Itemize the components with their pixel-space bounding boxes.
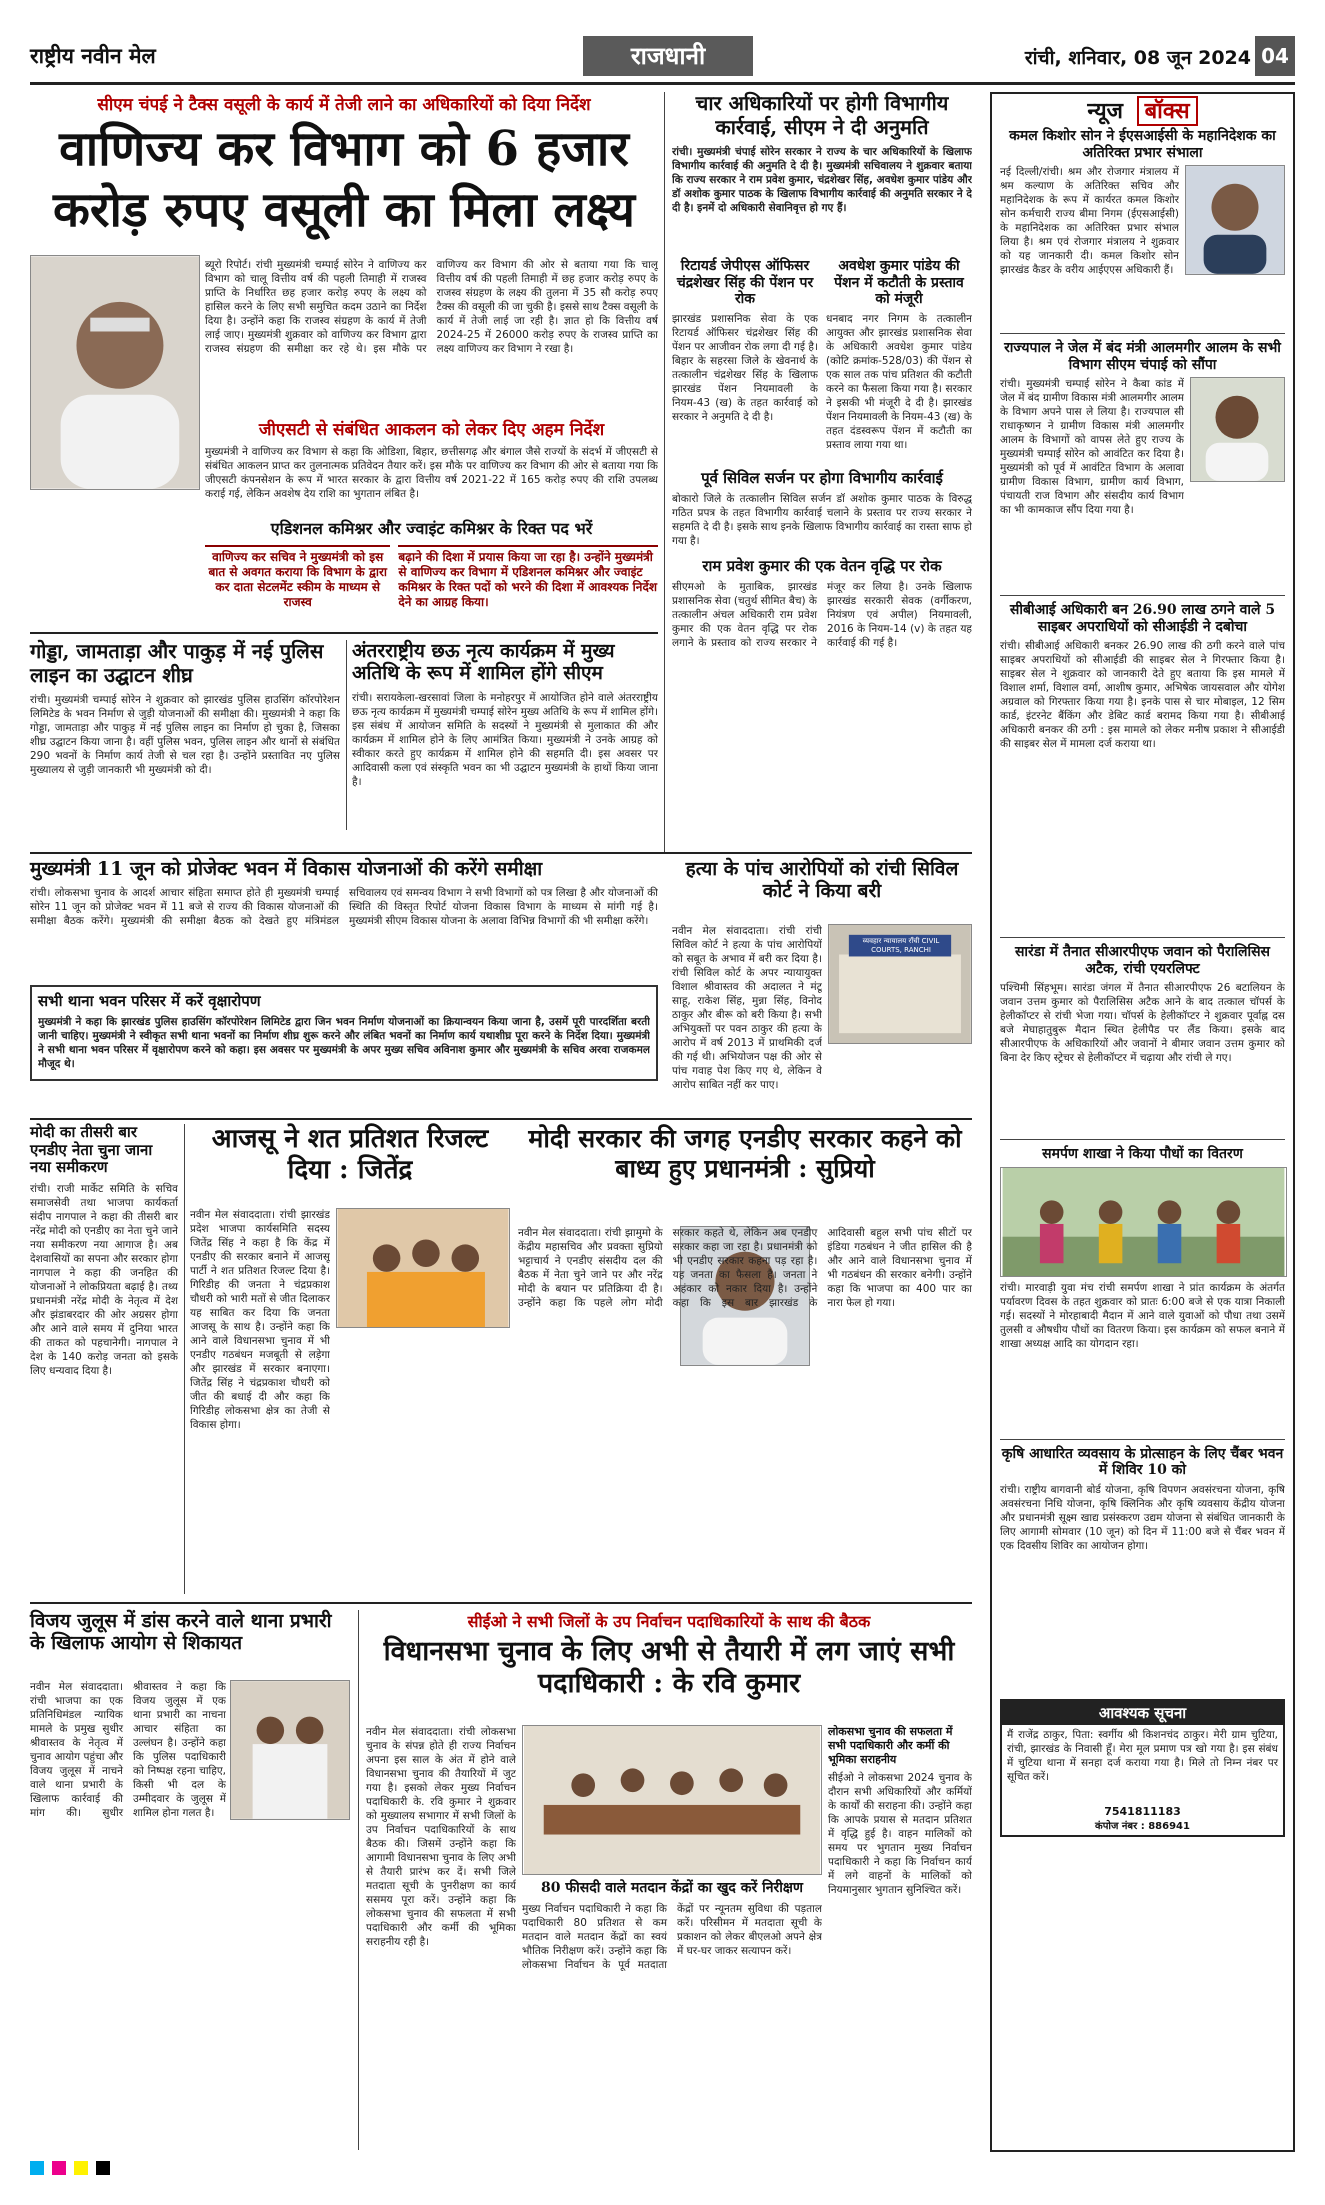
election-body: नवीन मेल संवाददाता। रांची लोकसभा चुनाव के संपन्न होते ही राज्य निर्वाचन अपना इस साल के अंत में होने वाले विधानसभा चुनाव की तैयारियों में जुट गया है। इसको लेकर मुख्य निर्वाचन पदाधिकारी के. रवि कुमार ने शुक्रवार को मुख्यालय सभागार में सभी जिलों के उप निर्वाचन पदाधिकारियों के साथ बैठक की। जिसमें उन्होंने कहा कि आगामी विधानसभा चुनाव के लिए अभी से तैयारी प्रारंभ कर दें। सभी जिले मतदाता सूची के पुनरीक्षण का कार्य ससमय पूरा करें। उन्होंने कहा कि लोकसभा चुनाव की सफलता में सभी पदाधिकारी और कर्मी की भूमिका सराहनीय रही है। (366, 1726, 516, 1948)
registration-bar (30, 2160, 1295, 2174)
sub-a-body: झारखंड प्रशासनिक सेवा के एक रिटायर्ड ऑफिसर चंद्रशेखर सिंह की पेंशन पर आजीवन रोक लगा दी गई है। बिहार के सहरसा जिले के खेवनार्थ के तत्कालीन चंद्रशेखर सिंह के खिलाफ झारखंड पेंशन नियमावली के नियम-43 (ख) के तहत कार्रवाई को सरकार ने अनुमति दे दी है। (672, 312, 818, 423)
magenta-swatch (52, 2161, 66, 2175)
news-box-title (992, 94, 1293, 128)
lead-quote-row (205, 545, 658, 627)
murder-body-col (672, 924, 822, 1134)
notice-phone: 7541811183 (1104, 1804, 1181, 1818)
alamgir-photo (1190, 377, 1285, 482)
nb-s6-body: रांची। राष्ट्रीय बागवानी बोर्ड योजना, कृषि विपणन अवसंरचना योजना, कृषि अवसंरचना निधि योजना, कृषि क्लिनिक और कृषि व्यवसाय केंद्रीय योजना और प्रधानमंत्री सूक्ष्म खाद्य प्रसंस्करण उद्यम योजना से संबंधित जानकारी के लिए आगामी सोमवार (10 जून) को दिन में 11:00 बजे से चैंबर भवन में एक दिवसीय शिविर का आयोजन होगा। (1000, 1483, 1285, 1552)
sub-c-headline: पूर्व सिविल सर्जन पर होगा विभागीय कार्रवाई (701, 469, 943, 487)
review-body: रांची। लोकसभा चुनाव के आदर्श आचार संहिता समाप्त होते ही मुख्यमंत्री चम्पाई सोरेन 11 जून को प्रोजेक्ट भवन में 11 बजे से राज्य की विकास योजनाओं की समीक्षा बैठक करेंगे। मुख्यमंत्री की समीक्षा बैठक को देखते हुए मंत्रिमंडल सचिवालय एवं समन्वय विभाग ने सभी विभागों को पत्र लिखा है और योजनाओं की स्थिति की विस्तृत रिपोर्ट योजना विकास विभाग के माध्यम से मांगी गई है। मुख्यमंत्री सीएम विकास योजना के अलावा विभिन्न विभागों की भी समीक्षा करेंगे। (30, 887, 658, 928)
civil-court-photo (828, 924, 972, 1044)
row-rule-4 (30, 1602, 972, 1604)
notice-body: मैं राजेंद्र ठाकुर, पिता: स्वर्गीय श्री किशनचंद ठाकुर। मेरी ग्राम चुटिया, रांची, झारखंड के निवासी हूँ। मेरा मूल प्रमाण पत्र खो गया है। इस संबंध में चुटिया थाना में सनहा दर्ज कराया गया है। मिले तो निम्न नंबर पर सूचित करें। (1007, 1728, 1278, 1783)
dept-action-story (672, 92, 972, 243)
sub-d-body: सीएमओ के मुताबिक, झारखंड प्रशासनिक सेवा (चतुर्थ सीमित बैच) के तत्कालीन अंचल अधिकारी राम प्रवेश कुमार की एक वेतन वृद्धि पर रोक लगाने के प्रस्ताव को राज्य सरकार ने मंजूर कर लिया है। उनके खिलाफ झारखंड सरकारी सेवक (वर्गीकरण, नियंत्रण एवं अपील) नियमावली, 2016 के नियम-14 (v) के तहत यह कार्रवाई की गई है। (672, 580, 972, 649)
election-body-2: मुख्य निर्वाचन पदाधिकारी ने कहा कि पदाधिकारी 80 प्रतिशत से कम मतदान वाले मतदान केंद्रों का स्वयं भौतिक निरीक्षण करें। उन्होंने कहा कि लोकसभा निर्वाचन के पूर्व मतदाता केंद्रों पर न्यूनतम सुविधा की पड़ताल करें। परिसीमन में मतदाता सूची के प्रकाशन को लेकर बीएलओ अपने क्षेत्र में घर-घर जाकर सत्यापन करें। (522, 1903, 822, 1971)
nb-s2-body: रांची। मुख्यमंत्री चम्पाई सोरेन ने कैबा कांड में जेल में बंद ग्रामीण विकास मंत्री आलमगीर आलम के विभाग अपने पास ले लिया है। राज्यपाल सी राधाकृष्णन ने ग्रामीण विकास मंत्री आलमगीर आलम के विभागों को वापस लेते हुए राज्य के मुख्यमंत्री चम्पाई सोरेन को आवंटित कर दिया है। मुख्यमंत्री को पूर्व में आवंटित विभाग के अलावा ग्रामीण विकास विभाग, ग्रामीण कार्य विभाग, पंचायती राज विभाग और संसदीय कार्य विभाग का भी कामकाज सौंप दिया गया है। (1000, 378, 1184, 517)
column-rule (664, 92, 665, 852)
news-box-title-b: बॉक्स (1137, 96, 1198, 126)
police-body: रांची। मुख्यमंत्री चम्पाई सोरेन ने शुक्रवार को झारखंड पुलिस हाउसिंग कॉरपोरेशन लिमिटेड के भवन निर्माण से जुड़ी योजनाओं की समीक्षा की। मुख्यमंत्री ने कहा कि गोड्डा, जामताड़ा और पाकुड़ में नई पुलिस लाइन का निर्माण हो चुका है, जिसका शीघ्र उद्घाटन किया जाना है। वहीं पुलिस भवन, पुलिस लाइन और थानों से संबंधित 290 भवनों के निर्माण कार्य तेजी से चल रहा है। उन्होंने प्रस्तावित नए पुलिस मुख्यालय से जुड़ी जानकारी भी मुख्यमंत्री को दी। (30, 694, 340, 777)
notice-head: आवश्यक सूचना (1002, 1701, 1283, 1725)
lead-quote-2: बढ़ाने की दिशा में प्रयास किया जा रहा है। उन्होंने मुख्यमंत्री से वाणिज्य कर विभाग में एडिशनल कमिश्नर और ज्वाइंट कमिश्नर के रिक्त पदों को भरने की दिशा में आवश्यक निर्देश देने का आग्रह किया। (398, 545, 658, 627)
lead-story (30, 92, 658, 238)
murder-story (672, 858, 972, 903)
ajsu-photo (336, 1208, 510, 1328)
tree-body: मुख्यमंत्री ने कहा कि झारखंड पुलिस हाउसिंग कॉरपोरेशन लिमिटेड द्वारा जिन भवन निर्माण योजनाओं का क्रियान्वयन किया जाना है, उसमें पूरी पारदर्शिता बरती जानी चाहिए। मुख्यमंत्री ने स्वीकृत सभी थाना भवनों का निर्माण शीघ्र शुरू करने और लंबित भवनों का निर्माण कार्य यथाशीघ्र पूरा करने के निर्देश दिया। मुख्यमंत्री ने सभी थाना भवन परिसर में वृक्षारोपण करने को कहा। इस अवसर पर मुख्यमंत्री के अपर मुख्य सचिव अविनाश कुमार और मुख्यमंत्री के सचिव अरवा राजकमल मौजूद थे। (38, 1015, 650, 1070)
news-box (990, 92, 1295, 2152)
nb-s4-headline: सारंडा में तैनात सीआरपीएफ जवान को पैरालिसिस अटैक, रांची एयरलिफ्ट (1000, 937, 1285, 977)
lead-sub1: जीएसटी से संबंधित आकलन को लेकर दिए अहम निर्देश (258, 420, 605, 440)
police-story (30, 640, 340, 825)
election-side-headline: लोकसभा चुनाव की सफलता में सभी पदाधिकारी और कर्मी की भूमिका सराहनीय (828, 1725, 953, 1766)
column-rule-2 (346, 640, 347, 830)
nb-s3-body: रांची। सीबीआई अधिकारी बनकर 26.90 लाख की ठगी करने वाले पांच साइबर अपराधियों को सीआईडी की साइबर सेल ने गिरफ्तार किया है। साइबर सेल ने शुक्रवार को जानकारी देते हुए बताया कि इस मामले में विशाल शर्मा, विशाल वर्मा, आशीष कुमार, अभिषेक जायसवाल और योगेश अग्रवाल को गिरफ्तार किया गया है। इनके पास से चार मोबाइल, 12 सिम कार्ड, इंटरनेट बैंकिंग और डेबिट कार्ड बरामद किया गया है। सीबीआई अधिकारी बनकर की ठगी : इस मामले को लेकर मनीष प्रकाश ने सीआईडी की साइबर सेल में मामला दर्ज कराया था। (1000, 640, 1285, 751)
lead-headline-1: वाणिज्य कर विभाग को 6 हजार (59, 121, 629, 177)
election-kicker: सीईओ ने सभी जिलों के उप निर्वाचन पदाधिकारियों के साथ की बैठक (467, 1612, 871, 1631)
dance-body: रांची। सरायकेला-खरसावां जिला के मनोहरपुर में आयोजित होने वाले अंतरराष्ट्रीय छऊ नृत्य कार्यक्रम में मुख्यमंत्री चम्पाई सोरेन मुख्य अतिथि के रूप में शामिल होंगे। इस संबंध में आयोजन समिति के सदस्यों ने मुख्यमंत्री से मुलाकात की और कार्यक्रम में शामिल होने के लिए आमंत्रित किया। मुख्यमंत्री ने उनके आग्रह को स्वीकार करते हुए कार्यक्रम में शामिल होने की सहमति दी। इस अवसर पर आदिवासी कला एवं संस्कृति भवन का भी उद्घाटन मुख्यमंत्री के हाथों किया जाना है। (352, 691, 658, 788)
nb-s2-headline: राज्यपाल ने जेल में बंद मंत्री आलमगीर आलम के सभी विभाग सीएम चंपाई को सौंपा (1000, 333, 1285, 373)
sub-b-body: धनबाद नगर निगम के तत्कालीन आयुक्त और झारखंड प्रशासनिक सेवा के अधिकारी अवधेश कुमार पांडेय (कोटि क्रमांक-528/03) की पेंशन से एक साल तक पांच प्रतिशत की कटौती करने का फैसला किया गया है। सरकार ने इसकी भी मंजूरी दे दी है। झारखंड पेंशन नियमावली के नियम-43 (ख) के तहत दंडस्वरूप पेंशन में कटौती का प्रस्ताव लाया गया था। (826, 312, 972, 451)
court-sign: व्यवहार न्यायालय राँची CIVIL COURTS, RANCHI (862, 937, 940, 954)
brand-logo: राष्ट्रीय नवीन मेल (30, 43, 156, 68)
black-swatch (96, 2161, 110, 2175)
nb-s1-headline: कमल किशोर सोन ने ईएसआईसी के महानिदेशक का अतिरिक्त प्रभार संभाला (1009, 128, 1276, 161)
meeting-photo (522, 1725, 822, 1875)
plant-distribution-photo (1000, 1167, 1287, 1277)
complaint-photo (230, 1680, 350, 1820)
dept-action-headline: चार अधिकारियों पर होगी विभागीय कार्रवाई, सीएम ने दी अनुमति (695, 91, 949, 139)
sub-a-headline: रिटायर्ड जेपीएस ऑफिसर चंद्रशेखर सिंह की पेंशन पर रोक (676, 258, 814, 308)
lead-sub2: एडिशनल कमिश्नर और ज्वाइंट कमिश्नर के रिक्त पद भरें (270, 519, 593, 538)
review-headline: मुख्यमंत्री 11 जून को प्रोजेक्ट भवन में विकास योजनाओं की करेंगे समीक्षा (30, 858, 543, 880)
sub-c-block (672, 470, 972, 550)
nb-s5-headline: समर्पण शाखा ने किया पौधों का वितरण (1000, 1139, 1285, 1163)
sub-a-block (672, 258, 818, 462)
nb-s3-headline: सीबीआई अधिकारी बन 26.90 लाख ठगने वाले 5 साइबर अपराधियों को सीआईडी ने दबोचा (1000, 595, 1285, 635)
sub-d-headline: राम प्रवेश कुमार की एक वेतन वृद्धि पर रोक (702, 557, 942, 575)
election-story (366, 1610, 972, 1700)
review-story (30, 858, 658, 970)
nb-s4-body: पश्चिमी सिंहभूम। सारंडा जंगल में तैनात सीआरपीएफ 26 बटालियन के जवान उत्तम कुमार को पैरालिसिस अटैक आने के बाद तत्काल चॉपर्स के हेलीकॉप्टर से रांची भेजा गया। चॉपर्स के हेलीकॉप्टर ने शुक्रवार पूर्वाह्न दस बजे मेघाहातुबुरू मैदान स्थित हेलीपैड पर लैंड किया। इसके बाद सीआरपीएफ के अधिकारियों और जवानों ने बीमार जवान उत्तम कुमार को बिना देर किए स्ट्रेचर से हेलीकॉप्टर में चढ़ाया और रांची ले गए। (1000, 982, 1285, 1065)
modi-third-story (30, 1124, 178, 1652)
column-rule-3 (184, 1124, 185, 1594)
dance-complaint-body: नवीन मेल संवाददाता। रांची भाजपा का एक प्रतिनिधिमंडल न्यायिक मामले के प्रमुख सुधीर श्रीवास्तव के नेतृत्व में चुनाव आयोग पहुंचा और विजय जुलूस में नाचने वाले थाना प्रभारी के खिलाफ कार्रवाई की मांग की। सुधीर श्रीवास्तव ने कहा कि विजय जुलूस में एक थाना प्रभारी का नाचना आचार संहिता का उल्लंघन है। उन्होंने कहा कि पुलिस पदाधिकारी को निष्पक्ष रहना चाहिए, किसी भी दल के उम्मीदवार के जुलूस में शामिल होना गलत है। (30, 1681, 226, 1819)
sub-c-body: बोकारो जिले के तत्कालीन सिविल सर्जन डॉ अशोक कुमार पाठक के विरुद्ध गठित प्रपत्र के तहत विभागीय कार्रवाई चलाने के प्रस्ताव पर राज्य सरकार ने सहमति दे दी है। इसके साथ इनके खिलाफ विभागीय कार्रवाई का रास्ता साफ हो गया है। (672, 492, 972, 547)
dance-headline: अंतरराष्ट्रीय छऊ नृत्य कार्यक्रम में मुख्य अतिथि के रूप में शामिल होंगे सीएम (352, 640, 615, 685)
sub-b-block (826, 258, 972, 462)
tree-box (30, 985, 658, 1081)
ajsu-headline: आजसू ने शत प्रतिशत रिजल्ट दिया : जितेंद्र (211, 1124, 489, 1185)
row-rule-1 (30, 632, 658, 634)
tree-headline: सभी थाना भवन परिसर में करें वृक्षारोपण (38, 992, 261, 1010)
supriyo-story (518, 1124, 972, 1183)
nb-s5-body: रांची। मारवाड़ी युवा मंच रांची समर्पण शाखा ने प्रांत कार्यक्रम के अंतर्गत पर्यावरण दिवस के तहत शुक्रवार को प्रातः 6:00 बजे से एक यात्रा निकाली गई। सदस्यों ने मोरहाबादी मैदान में आने वाले युवाओं को पौधा तथा उसमें तुलसी व औषधीय पौधों का वितरण किया। इस कार्यक्रम को सफल बनाने में शाखा अध्यक्ष आदि का योगदान रहा। (1000, 1281, 1285, 1350)
dept-action-body: रांची। मुख्यमंत्री चंपाई सोरेन सरकार ने राज्य के चार अधिकारियों के खिलाफ विभागीय कार्रवाई की अनुमति दे दी है। मुख्यमंत्री सचिवालय ने शुक्रवार बताया कि राज्य सरकार ने राम प्रवेश कुमार, चंद्रशेखर सिंह, अवधेश कुमार पांडेय और डॉ अशोक कुमार पाठक के खिलाफ विभागीय कार्रवाई की अनुमति सरकार ने दे दी है। इनमें दो अधिकारी सेवानिवृत्त हो गए हैं। (672, 146, 972, 215)
cm-photo (30, 255, 200, 490)
ajsu-body: नवीन मेल संवाददाता। रांची झारखंड प्रदेश भाजपा कार्यसमिति सदस्य जितेंद्र सिंह ने कहा है कि केंद्र में एनडीए की सरकार बनाने में आजसू पार्टी ने शत प्रतिशत रिजल्ट दिया है। गिरिडीह की जनता ने चंद्रप्रकाश चौधरी को भारी मतों से जीत दिलाकर यह साबित कर दिया कि जनता आजसू के साथ है। उन्होंने कहा कि आने वाले विधानसभा चुनाव में भी एनडीए गठबंधन मजबूती से लड़ेगा और झारखंड में सरकार बनाएगा। जितेंद्र सिंह ने चंद्रप्रकाश चौधरी को जीत की बधाई दी और कहा कि गिरिडीह लोकसभा क्षेत्र का तेजी से विकास होगा। (190, 1209, 330, 1431)
cyan-swatch (30, 2161, 44, 2175)
page-number: 04 (1255, 36, 1295, 76)
supriyo-headline: मोदी सरकार की जगह एनडीए सरकार कहने को बाध्य हुए प्रधानमंत्री : सुप्रियो (528, 1124, 962, 1183)
dance-complaint-story (30, 1610, 350, 1655)
masthead (30, 36, 1295, 80)
sub-d-block (672, 558, 972, 730)
news-box-title-a: न्यूज (1087, 98, 1123, 124)
nb-s6-headline: कृषि आधारित व्यवसाय के प्रोत्साहन के लिए चैंबर भवन में शिविर 10 को (1000, 1439, 1285, 1479)
murder-headline: हत्या के पांच आरोपियों को रांची सिविल कोर्ट ने किया बरी (685, 858, 959, 903)
lead-headline-2: करोड़ रुपए वसूली का मिला लक्ष्य (53, 181, 635, 238)
murder-body: नवीन मेल संवाददाता। रांची रांची सिविल कोर्ट ने हत्या के पांच आरोपियों को सबूत के अभाव में बरी कर दिया है। रांची सिविल कोर्ट के अपर न्यायायुक्त विशाल श्रीवास्तव की अदालत ने मंटू साहू, राकेश सिंह, मुन्ना सिंह, विनोद ठाकुर और बीरू को बरी किया है। सभी अभियुक्तों पर पवन ठाकुर की हत्या के आरोप में वर्ष 2013 में प्राथमिकी दर्ज की गई थी। अभियोजन पक्ष की ओर से पांच गवाह पेश किए गए थे, लेकिन वे आरोप साबित नहीं कर पाए। (672, 925, 822, 1091)
supriyo-body: नवीन मेल संवाददाता। रांची झामुमो के केंद्रीय महासचिव और प्रवक्ता सुप्रियो भट्टाचार्य ने एनडीए संसदीय दल की बैठक में नेता चुने जाने पर और नरेंद्र मोदी के बयान पर प्रतिक्रिया दी है। उन्होंने कहा कि पहले लोग मोदी सरकार कहते थे, लेकिन अब एनडीए सरकार कहा जा रहा है। प्रधानमंत्री को भी एनडीए सरकार कहना पड़ रहा है। यह जनता का फैसला है। जनता ने अहंकार को नकार दिया है। उन्होंने कहा कि इस बार झारखंड के आदिवासी बहुल सभी पांच सीटों पर इंडिया गठबंधन ने जीत हासिल की है और आने वाले विधानसभा चुनाव में भी गठबंधन की सरकार बनेगी। उन्होंने कहा कि भाजपा का 400 पार का नारा फेल हो गया। (518, 1227, 972, 1309)
dateline: रांची, शनिवार, 08 जून 2024 (1024, 47, 1251, 69)
yellow-swatch (74, 2161, 88, 2175)
lead-quote-1: वाणिज्य कर सचिव ने मुख्यमंत्री को इस बात से अवगत कराया कि विभाग के द्वारा कर दाता सेटलमेंट स्कीम के माध्यम से राजस्व (205, 545, 390, 627)
modi-third-body: रांची। राजी मार्केट समिति के सचिव समाजसेवी तथा भाजपा कार्यकर्ता संदीप नागपाल ने कहा की तीसरी बार नरेंद्र मोदी को एनडीए का नेता चुने जाने नया समीकरण नया आगाज है। अब देशवासियों का सपना और सरकार होगा नागपाल ने कहा की जनहित की योजनाओं ने लोकप्रियता बढ़ाई है। तथ्य प्रधानमंत्री नरेंद्र मोदी के नेतृत्व में देश और झंडाबरदार की ओर अग्रसर होगा और आने वाले समय में दुनिया भारत की ताकत को पहचानेगी। नागपाल ने देश के 140 करोड़ जनता को इसके लिए धन्यवाद दिया है। (30, 1183, 178, 1378)
nb-s1-body: नई दिल्ली/रांची। श्रम और रोजगार मंत्रालय में श्रम कल्याण के अतिरिक्त सचिव और महानिदेशक के रूप में कार्यरत कमल किशोर सोन कर्मचारी राज्य बीमा निगम (ईएसआईसी) के महानिदेशक का अतिरिक्त प्रभार संभाल लिया है। श्रम एवं रोजगार मंत्रालय ने शुक्रवार को यह जानकारी दी। कमल किशोर सोन झारखंड कैडर के वरीय आईएएस अधिकारी हैं। (1000, 166, 1179, 277)
modi-third-headline: मोदी का तीसरी बार एनडीए नेता चुना जाना नया समीकरण (30, 1123, 153, 1177)
dance-story (352, 640, 658, 823)
meeting-caption: 80 फीसदी वाले मतदान केंद्रों का खुद करें निरीक्षण (541, 1880, 803, 1896)
election-side-body: सीईओ ने लोकसभा 2024 चुनाव के दौरान सभी अधिकारियों और कर्मियों के कार्यों की सराहना की। उन्होंने कहा कि आपके प्रयास से मतदान प्रतिशत में वृद्धि हुई है। वाहन मालिकों को समय पर भुगतान मुख्य निर्वाचन पदाधिकारी ने कहा कि निर्वाचन कार्य में लगे वाहनों के मालिकों को नियमानुसार भुगतान सुनिश्चित करें। (828, 1772, 972, 1896)
sub-b-headline: अवधेश कुमार पांडेय की पेंशन में कटौती के प्रस्ताव को मंजूरी (834, 258, 964, 308)
row-rule-2 (30, 852, 972, 854)
election-headline: विधानसभा चुनाव के लिए अभी से तैयारी में लग जाएं सभी पदाधिकारी : के रवि कुमार (383, 1636, 955, 1699)
row-rule-3 (30, 1118, 972, 1120)
dance-complaint-headline: विजय जुलूस में डांस करने वाले थाना प्रभारी के खिलाफ आयोग से शिकायत (30, 1610, 332, 1655)
police-headline: गोड्डा, जामताड़ा और पाकुड़ में नई पुलिस लाइन का उद्घाटन शीघ्र (30, 639, 324, 687)
election-side (828, 1725, 972, 2131)
column-rule-4 (358, 1610, 359, 2150)
lead-kicker: सीएम चंपई ने टैक्स वसूली के कार्य में तेजी लाने का अधिकारियों को दिया निर्देश (97, 95, 591, 115)
ajsu-story (190, 1124, 510, 1185)
notice-code: कंपोज नंबर : 886941 (1095, 1820, 1190, 1832)
section-tab: राजधानी (583, 36, 753, 76)
masthead-rule (30, 82, 1295, 85)
lead-sub1-body: मुख्यमंत्री ने वाणिज्य कर विभाग से कहा कि ओडिशा, बिहार, छत्तीसगढ़ और बंगाल जैसे राज्यों के संदर्भ में जीएसटी से संबंधित आकलन प्राप्त कर तुलनात्मक प्रतिवेदन तैयार करें। इस मौके पर वाणिज्य कर विभाग की ओर से बताया गया कि जीएसटी कंपनसेशन के रूप में भारत सरकार के द्वारा वित्तीय वर्ष 2021-22 में 165 करोड़ रुपए की राशि उपलब्ध कराई गई, लेकिन अवशेष देय राशि का भुगतान लंबित है। (205, 446, 658, 500)
kamal-kishore-photo (1185, 165, 1285, 275)
lead-body: ब्यूरो रिपोर्ट। रांची मुख्यमंत्री चम्पाई सोरेन ने वाणिज्य कर विभाग को चालू वित्तीय वर्ष की पहली तिमाही में राजस्व प्राप्ति के निर्धारित छह हजार करोड़ रुपए के लक्ष्य को हासिल करने के लिए सभी समुचित कदम उठाने का निर्देश दिया है। उन्होंने कहा कि राजस्व संग्रहण के कार्य में तेजी लाई जाए। मुख्यमंत्री शुक्रवार को वाणिज्य कर विभाग द्वारा राजस्व संग्रहण की समीक्षा कर रहे थे। इस मौके पर वाणिज्य कर विभाग की ओर से बताया गया कि चालू वित्तीय वर्ष की पहली तिमाही में छह हजार करोड़ रुपए के राजस्व संग्रहण के लक्ष्य की तुलना में 35 सौ करोड़ रुपए टैक्स की वसूली की जा चुकी है। इससे साथ टैक्स वसूली के कार्य में तेजी लाई जा रही है। ज्ञात हो कि वित्तीय वर्ष 2024-25 में 26000 करोड़ रुपए के राजस्व प्राप्ति का लक्ष्य वाणिज्य कर विभाग ने रखा है। (205, 259, 658, 355)
notice-box (1000, 1699, 1285, 1837)
